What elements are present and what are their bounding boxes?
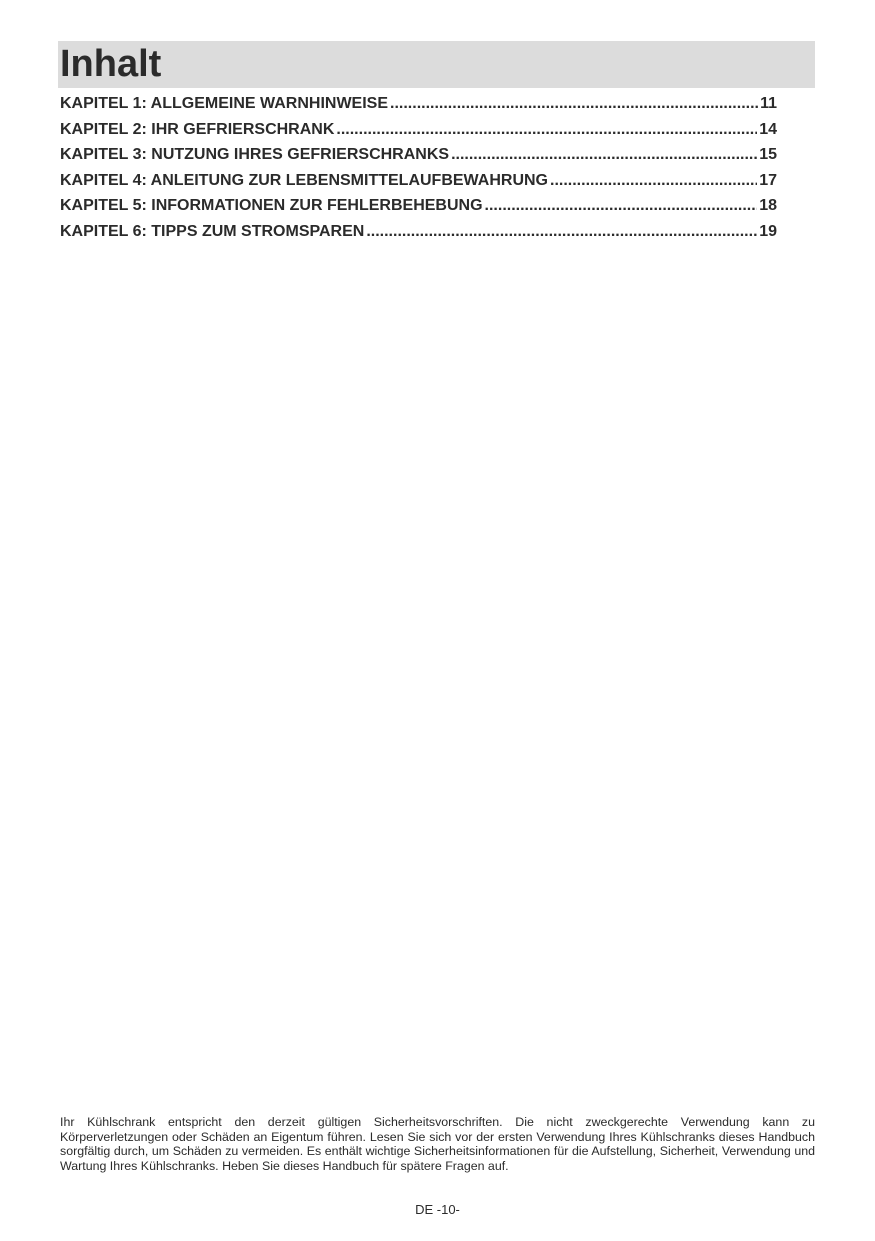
- toc-entry-2[interactable]: [60, 121, 777, 147]
- safety-notice: Ihr Kühlschrank entspricht den derzeit gültigen Sicherheitsvorschriften. Die nicht zweckgerechte Verwendung kann zu Körperverletzungen oder Schäden an Eigentum führen. Lesen Sie sich vor der ersten Verwendung Ihres Kühlschranks dieses Handbuch sorgfältig durch, um Schäden zu vermeiden. Es enthält wichtige Sicherheitsinformationen für die Aufstellung, Sicherheit, Verwendung und Wartung Ihres Kühlschranks. Heben Sie dieses Handbuch für spätere Fragen auf.: [60, 1115, 815, 1173]
- page-title: Inhalt: [60, 43, 162, 85]
- toc-entry-6[interactable]: [60, 223, 777, 249]
- toc-entry-title: KAPITEL 4: ANLEITUNG ZUR LEBENSMITTELAUFBEWAHRUNG: [60, 171, 548, 189]
- toc-entry-page: 11: [760, 95, 777, 112]
- toc-entry-1[interactable]: [60, 95, 777, 121]
- toc-entry-title: KAPITEL 6: TIPPS ZUM STROMSPAREN: [60, 222, 365, 240]
- toc-entry-5[interactable]: [60, 197, 777, 223]
- toc-entry-title: KAPITEL 2: IHR GEFRIERSCHRANK: [60, 120, 335, 138]
- toc-leader-dots: [336, 121, 757, 139]
- toc-leader-dots: [390, 95, 758, 113]
- heading-bar: [58, 41, 815, 88]
- table-of-contents: [60, 95, 777, 248]
- toc-entry-page: 15: [759, 146, 777, 163]
- toc-entry-page: 14: [759, 120, 777, 138]
- toc-entry-4[interactable]: [60, 172, 777, 198]
- toc-entry-3[interactable]: [60, 146, 777, 172]
- toc-entry-page: 17: [759, 171, 777, 189]
- toc-entry-page: 19: [759, 222, 777, 240]
- toc-entry-page: 18: [759, 197, 777, 214]
- toc-entry-title: KAPITEL 1: ALLGEMEINE WARNHINWEISE: [60, 95, 389, 112]
- toc-leader-dots: [550, 172, 757, 190]
- toc-entry-title: KAPITEL 3: NUTZUNG IHRES GEFRIERSCHRANKS: [60, 146, 450, 163]
- toc-leader-dots: [366, 223, 757, 241]
- toc-leader-dots: [485, 197, 758, 215]
- toc-leader-dots: [451, 146, 757, 164]
- page-number: DE -10-: [415, 1202, 460, 1217]
- toc-entry-title: KAPITEL 5: INFORMATIONEN ZUR FEHLERBEHEBUNG: [60, 197, 483, 214]
